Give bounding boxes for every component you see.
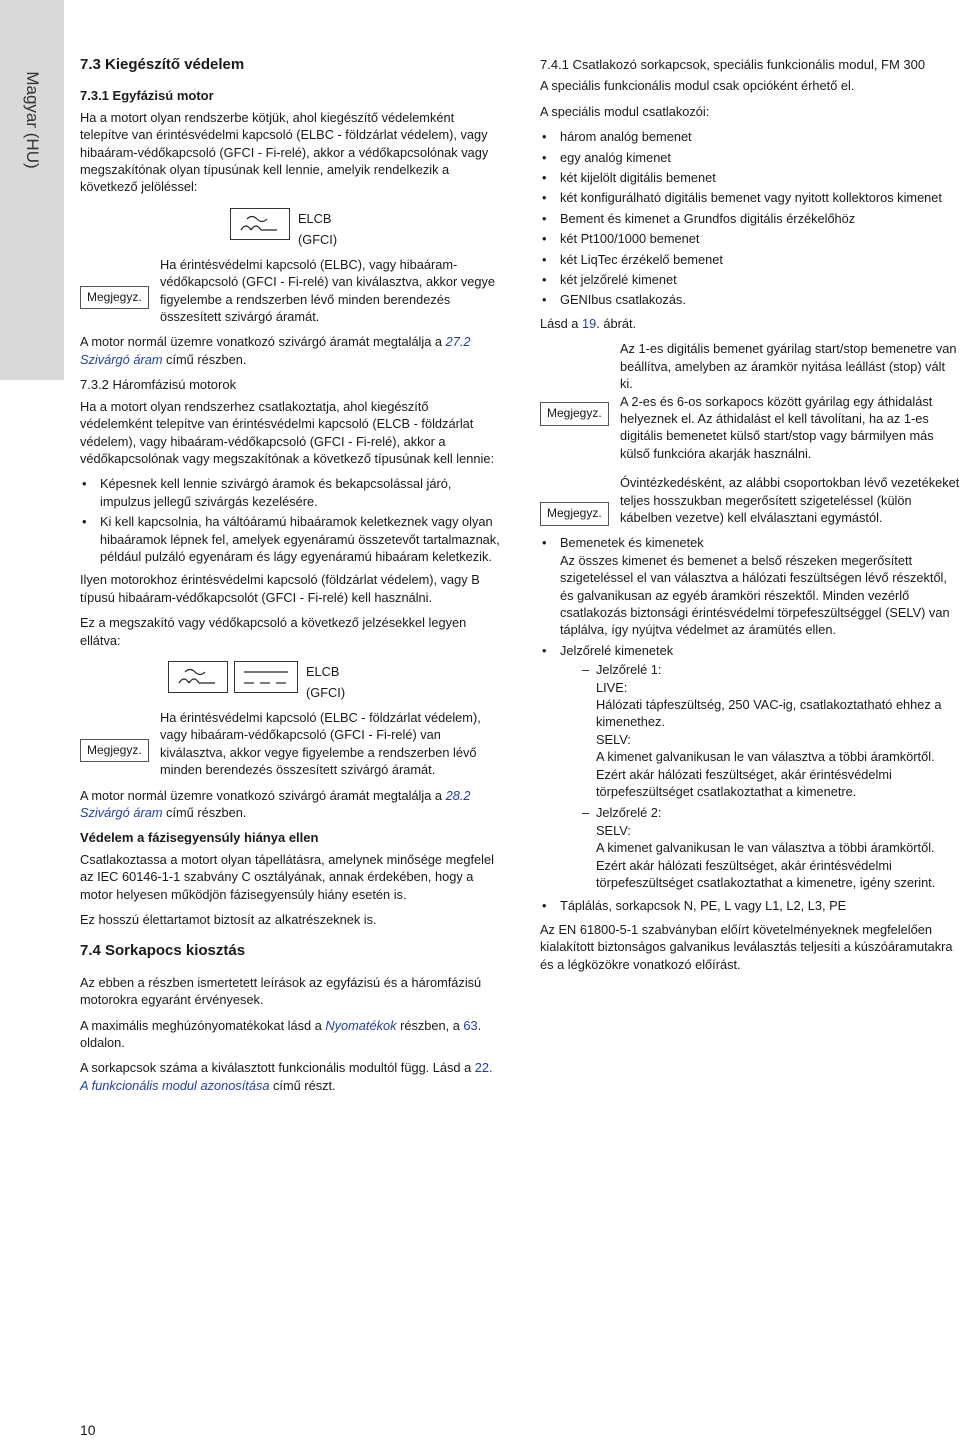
paragraph: Ez a megszakító vagy védőkapcsoló a következő jelzésekkel legyen ellátva: — [80, 615, 467, 648]
relay-selv-text: A kimenet galvanikusan le van választva a többi áramkörtől. Ezért akár hálózati feszültséget, akár érintésvédelmi törpefeszültséget csatlakoztathat a kimenetre, igény szerint. — [596, 840, 936, 891]
left-column — [80, 56, 500, 1102]
list-item: • Bement és kimenet a Grundfos digitális érzékelőhöz — [540, 210, 960, 227]
ac-residual-current-icon — [230, 208, 290, 240]
paragraph: Az ebben a részben ismertetett leírások az egyfázisú és a háromfázisú motorokra egyaránt érvényesek. — [80, 974, 482, 1008]
symbol-label: ELCB — [306, 663, 340, 679]
text: című részben. — [162, 805, 247, 820]
relay-list — [560, 661, 960, 891]
list-item: • GENIbus csatlakozás. — [540, 291, 960, 308]
phase-protection-title: Védelem a fázisegyensúly hiánya ellen — [80, 830, 319, 846]
section-7-4-1-title: 7.4.1 Csatlakozó sorkapcsok, speciális funkcionális modul, FM 300 — [540, 57, 926, 72]
bullet-list — [80, 475, 500, 565]
note-block — [540, 340, 960, 462]
text: részben, a — [396, 1017, 464, 1033]
note-text: Óvintézkedésként, az alábbi csoportokban lévő vezetékeket teljes hosszukban megerősített szigeteléssel (külön kábelben vezetve) kell elválasztani egymástól. — [620, 475, 960, 525]
paragraph: Ez hosszú élettartamot biztosít az alkatrészeknek is. — [80, 912, 377, 928]
list-item: • egy analóg kimenet — [540, 149, 960, 166]
list-item — [540, 642, 960, 892]
text: című részben. — [162, 351, 247, 367]
cross-reference-link[interactable]: Nyomatékok — [325, 1017, 397, 1033]
paragraph — [540, 315, 960, 332]
note-badge: Megjegyz. — [540, 402, 609, 425]
cross-reference-number[interactable]: 22. — [474, 1060, 493, 1076]
cross-reference-link[interactable]: 28.2 Szivárgó áram — [80, 787, 471, 820]
section-7-3-1-title: 7.3.1 Egyfázisú motor — [80, 88, 214, 104]
text: Lásd a — [540, 315, 582, 331]
relay-live-text: Hálózati tápfeszültség, 250 VAC-ig, csatlakoztatható ehhez a kimenethez. — [596, 697, 942, 730]
text: . oldalon. — [80, 1017, 482, 1051]
paragraph — [80, 1059, 500, 1094]
text: . ábrát. — [596, 315, 637, 331]
language-side-tab — [0, 0, 64, 380]
symbol-label: (GFCI) — [306, 684, 346, 700]
list-item: • Táplálás, sorkapcsok N, PE, L vagy L1, L2, L3, PE — [540, 897, 960, 914]
note-block — [540, 474, 960, 526]
note-text: Az 1-es digitális bemenet gyárilag start/stop bemenetre van beállítva, amelyben az áramkör nyitása leállást (stop) vált ki. — [620, 341, 957, 392]
text: című részt. — [269, 1077, 336, 1093]
connector-list — [540, 128, 960, 309]
list-item: • Ki kell kapcsolnia, ha váltóáramú hibaáramok keletkeznek vagy olyan hibaáramok lépnek fel, amelyek egyenáramú összetevőt tartalmaznak, például pulzáló egyenáram és lágy egyenáramú hibaáram keletkezik. — [80, 513, 500, 565]
isolation-list — [540, 534, 960, 915]
text: A sorkapcsok száma a kiválasztott funkcionális modultól függ. Lásd a — [80, 1060, 475, 1076]
paragraph: Az EN 61800-5-1 szabványban előírt követelményeknek megfelelően kialakított biztonságos galvanikus leválasztás teljesíti a kúszóáramutakra és a légközökre vonatkozó előírást. — [540, 921, 953, 972]
paragraph: Ha a motort olyan rendszerbe kötjük, ahol kiegészítő védelemként telepítve van érintésvédelmi kapcsoló (ELBC - földzárlat védelem), vagy hibaáram-védőkapcsoló (GFCI - Fi-relé), akkor a védőkapcsolónak vagy megszakítónak olyan típusúnak kell lennie, amelyik rendelkezik a következő jelöléssel: — [80, 109, 489, 195]
paragraph: A speciális modul csatlakozói: — [540, 103, 710, 119]
section-7-4-title: 7.4 Sorkapocs kiosztás — [80, 942, 246, 960]
list-item: • két konfigurálható digitális bemenet vagy nyitott kollektoros kimenet — [540, 189, 960, 206]
language-label: Magyar (HU) — [23, 71, 42, 169]
paragraph — [80, 787, 500, 822]
list-item-text: Az összes kimenet és bemenet a belső részeken megerősített szigeteléssel el van választva a hálózati feszültségen lévő részektől, és galvanikusan az egyéb áramköri részektől. Minden vezérlő csatlakozás biztonsági érintésvédelmi törpefeszültséggel (SELV) van táplálva, így nyújtva védelmet az áramütés ellen. — [560, 552, 950, 638]
paragraph: Csatlakoztassa a motort olyan tápellátásra, amelynek minősége megfelel az IEC 60146-1-1 szabvány C osztályának, annak érdekében, hogy a motor helyesen működjön fázisegyensúly hiány esetén is. — [80, 851, 494, 902]
list-item: • Képesnek kell lennie szivárgó áramok és bekapcsolással járó, impulzus jellegű szivárgás kezelésére. — [80, 475, 500, 510]
cross-reference-link[interactable]: A funkcionális modul azonosítása — [80, 1077, 270, 1093]
relay-item — [582, 661, 960, 800]
relay-item — [582, 804, 960, 891]
list-item-title: • Jelzőrelé kimenetek — [560, 642, 674, 658]
right-column — [540, 56, 960, 981]
paragraph — [80, 1017, 500, 1052]
list-item: • két LiqTec érzékelő bemenet — [540, 251, 960, 268]
note-text: Ha érintésvédelmi kapcsoló (ELBC), vagy hibaáram-védőkapcsoló (GFCI - Fi-relé) van kiválasztva, akkor vegye figyelembe a rendszerben lévő minden berendezés összesített szivárgó áramát. — [160, 256, 495, 325]
dc-residual-current-icon — [234, 661, 298, 693]
paragraph — [80, 333, 500, 368]
paragraph: Ilyen motorokhoz érintésvédelmi kapcsoló (földzárlat védelem), vagy B típusú hibaáram-védőkapcsolót (GFCI - Fi-relé) kell használni. — [80, 572, 480, 605]
list-item: • két Pt100/1000 bemenet — [540, 230, 960, 247]
list-item: • két kijelölt digitális bemenet — [540, 169, 960, 186]
text: A maximális meghúzónyomatékokat lásd a — [80, 1017, 326, 1033]
relay-selv-label: SELV: — [596, 731, 631, 747]
figure-reference-link[interactable]: 19 — [581, 315, 597, 331]
list-item-title: • Bemenetek és kimenetek — [560, 535, 704, 551]
relay-live-label: LIVE: — [596, 679, 628, 695]
paragraph: Ha a motort olyan rendszerhez csatlakoztatja, ahol kiegészítő védelemként telepítve van érintésvédelmi kapcsoló (ELCB - földzárlat védelem), vagy hibaáram-védőkapcsoló (GFCI - Fi-relé), akkor a védőkapcsolónak vagy megszakítónak a következő típusúnak kell lennie: — [80, 398, 495, 466]
relay-selv-text: A kimenet galvanikusan le van választva a többi áramkörtől. Ezért akár hálózati feszültséget, akár érintésvédelmi törpefeszültséget csatlakoztathat a kimenetre. — [596, 749, 935, 800]
note-block — [80, 256, 500, 326]
symbol-label: (GFCI) — [298, 231, 338, 247]
list-item: • két jelzőrelé kimenet — [540, 271, 960, 288]
note-badge: Megjegyz. — [80, 286, 149, 309]
symbol-label: ELCB — [298, 210, 332, 226]
relay-selv-label: SELV: — [596, 822, 631, 838]
list-item: • három analóg bemenet — [540, 128, 960, 145]
note-text: Ha érintésvédelmi kapcsoló (ELBC - földzárlat védelem), vagy hibaáram-védőkapcsoló (GFCI - Fi-relé) van kiválasztva, akkor vegye figyelembe a rendszerben lévő minden berendezés összesített szivárgó áramát. — [160, 709, 481, 778]
page-reference-link[interactable]: 63 — [463, 1017, 478, 1033]
ac-residual-current-icon — [168, 661, 228, 693]
note-badge: Megjegyz. — [540, 502, 609, 525]
paragraph: A speciális funkcionális modul csak opcióként érhető el. — [540, 78, 855, 94]
elcb-symbol-1 — [230, 208, 500, 250]
section-7-3-2-title: 7.3.2 Háromfázisú motorok — [80, 377, 237, 393]
elcb-symbol-2 — [168, 661, 500, 703]
cross-reference-link[interactable]: 27.2 Szivárgó áram — [80, 334, 471, 367]
page-number: 10 — [80, 1422, 96, 1438]
note-badge: Megjegyz. — [80, 739, 149, 762]
section-7-3-title: 7.3 Kiegészítő védelem — [80, 56, 245, 73]
note-block — [80, 709, 500, 779]
list-item — [540, 534, 960, 638]
text: A motor normál üzemre vonatkozó szivárgó áramát megtalálja a — [80, 787, 446, 803]
relay-title: – Jelzőrelé 1: — [596, 662, 662, 678]
relay-title: – Jelzőrelé 2: — [596, 805, 662, 821]
note-text: A 2-es és 6-os sorkapocs között gyárilag egy áthidalást helyeznek el. Az áthidalást el kell távolítani, ha az 1-es digitális bemenetet külső start/stop vagy bármilyen más külső funkcióra akarják használni. — [620, 393, 934, 461]
text: A motor normál üzemre vonatkozó szivárgó áramát megtalálja a — [80, 334, 446, 350]
